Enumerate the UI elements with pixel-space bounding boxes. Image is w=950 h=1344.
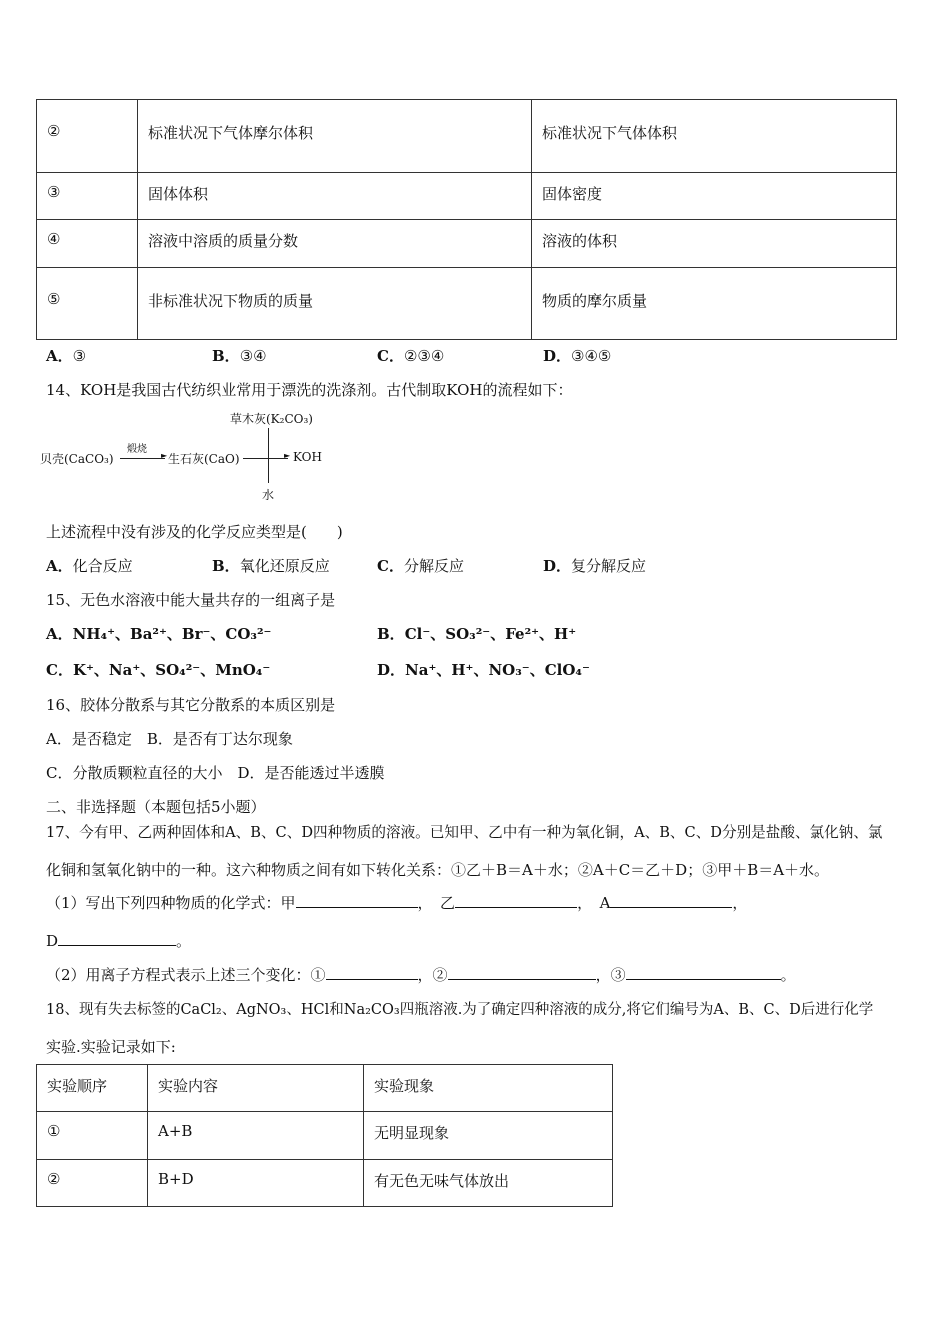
row-number: ② xyxy=(37,100,138,173)
flow-arrow-label: 煅烧 xyxy=(127,444,147,455)
question-16-stem: 16、胶体分散系与其它分散系的本质区别是 xyxy=(46,696,336,714)
arrow-head-icon: ► xyxy=(161,451,168,460)
question-17-line2: 化铜和氢氧化钠中的一种。这六种物质之间有如下转化关系：①乙＋B＝A＋水；②A＋C＝乙＋D；③甲＋B＝A＋水。 xyxy=(46,861,830,879)
flow-bottom-label: 水 xyxy=(262,488,275,502)
part-text: 。 xyxy=(780,966,796,984)
arrow-line xyxy=(243,458,288,459)
option-c[interactable] xyxy=(377,555,464,576)
option-label: A． xyxy=(46,557,73,575)
answer-blank-eq3[interactable] xyxy=(626,965,781,980)
cell: 标准状况下气体体积 xyxy=(532,100,897,173)
flow-middle-label: 生石灰(CaO) xyxy=(168,452,240,466)
answer-blank-d[interactable] xyxy=(58,931,176,946)
part-text: 。 xyxy=(176,932,192,950)
question-16-options-line1[interactable]: A．是否稳定 B．是否有丁达尔现象 xyxy=(46,730,293,748)
part-text: ， 乙 xyxy=(417,894,456,912)
arrow-head-icon: ► xyxy=(284,451,291,460)
question-17-part1-cont xyxy=(46,930,191,951)
arrow-line xyxy=(120,458,165,459)
option-text: ③④ xyxy=(239,347,267,365)
question-18-line2: 实验.实验记录如下: xyxy=(46,1038,176,1056)
cell: ② xyxy=(37,1160,148,1207)
question-17-part1 xyxy=(46,892,747,913)
question-14-stem: 14、KOH是我国古代纺织业常用于漂洗的洗涤剂。古代制取KOH的流程如下： xyxy=(46,381,573,399)
option-label: D． xyxy=(543,347,572,365)
cell: 有无色无味气体放出 xyxy=(364,1160,613,1207)
option-c[interactable] xyxy=(377,345,444,366)
column-header: 实验内容 xyxy=(148,1065,364,1112)
koh-flow-diagram xyxy=(40,410,340,505)
experiment-table xyxy=(36,1064,613,1207)
table-header-row xyxy=(37,1065,613,1112)
question-18-line1: 18、现有失去标签的CaCl₂、AgNO₃、HCl和Na₂CO₃四瓶溶液.为了确定四种溶液的成分,将它们编号为A、B、C、D后进行化学 xyxy=(46,1002,874,1018)
answer-blank-yi[interactable] xyxy=(455,893,577,908)
cell: 非标准状况下物质的质量 xyxy=(138,268,532,340)
cell: 溶液中溶质的质量分数 xyxy=(138,220,532,268)
option-label: B． xyxy=(212,347,240,365)
question-17-part2 xyxy=(46,964,796,985)
option-a[interactable] xyxy=(46,555,133,576)
cell: 固体密度 xyxy=(532,173,897,220)
option-b[interactable] xyxy=(377,623,576,644)
answer-blank-eq1[interactable] xyxy=(326,965,418,980)
option-label: D． xyxy=(377,661,406,679)
question-15-stem: 15、无色水溶液中能大量共存的一组离子是 xyxy=(46,591,336,609)
option-label: D． xyxy=(543,557,572,575)
cell: 溶液的体积 xyxy=(532,220,897,268)
option-b[interactable] xyxy=(212,345,267,366)
option-label: B． xyxy=(212,557,240,575)
table-row xyxy=(37,268,897,340)
cell: 标准状况下气体摩尔体积 xyxy=(138,100,532,173)
option-a[interactable] xyxy=(46,623,271,644)
flow-top-label: 草木灰(K₂CO₃) xyxy=(230,412,313,426)
vertical-line xyxy=(268,428,269,483)
option-label: B． xyxy=(377,625,405,643)
option-text: 复分解反应 xyxy=(571,557,647,575)
option-text: ②③④ xyxy=(403,347,445,365)
part-text: ， A xyxy=(577,894,611,912)
cell: ① xyxy=(37,1112,148,1160)
table-row xyxy=(37,173,897,220)
option-text: 氧化还原反应 xyxy=(239,557,330,575)
option-text: Cl⁻、SO₃²⁻、Fe²⁺、H⁺ xyxy=(404,625,577,643)
flow-end-label: KOH xyxy=(293,450,322,464)
answer-blank-eq2[interactable] xyxy=(448,965,596,980)
option-d[interactable] xyxy=(377,659,590,680)
option-text: ③ xyxy=(72,347,87,365)
question-17-line1: 17、今有甲、乙两种固体和A、B、C、D四种物质的溶液。已知甲、乙中有一种为氧化铜，A、B、C、D分别是盐酸、氯化钠、氯 xyxy=(46,824,883,841)
column-header: 实验顺序 xyxy=(37,1065,148,1112)
option-a[interactable] xyxy=(46,345,86,366)
cell: 物质的摩尔质量 xyxy=(532,268,897,340)
option-text: 分解反应 xyxy=(403,557,464,575)
part-text: （2）用离子方程式表示上述三个变化：① xyxy=(46,966,326,984)
part-text: ，② xyxy=(417,966,448,984)
part-text: D xyxy=(46,932,59,950)
table-row xyxy=(37,1112,613,1160)
question-16-options-line2[interactable]: C．分散质颗粒直径的大小 D．是否能透过半透膜 xyxy=(46,764,385,782)
cell: 无明显现象 xyxy=(364,1112,613,1160)
option-text: Na⁺、H⁺、NO₃⁻、ClO₄⁻ xyxy=(405,661,590,679)
section-heading: 二、非选择题（本题包括5小题） xyxy=(46,798,266,816)
table-row xyxy=(37,220,897,268)
option-text: 化合反应 xyxy=(72,557,133,575)
table-row xyxy=(37,1160,613,1207)
option-c[interactable] xyxy=(46,659,270,680)
part-text: ，③ xyxy=(595,966,626,984)
option-label: C． xyxy=(377,347,404,365)
cell: 固体体积 xyxy=(138,173,532,220)
column-header: 实验现象 xyxy=(364,1065,613,1112)
answer-blank-a[interactable] xyxy=(610,893,732,908)
comparison-table xyxy=(36,99,897,340)
option-d[interactable] xyxy=(543,555,646,576)
cell: A+B xyxy=(148,1112,364,1160)
option-text: NH₄⁺、Ba²⁺、Br⁻、CO₃²⁻ xyxy=(72,625,272,643)
answer-blank-jia[interactable] xyxy=(296,893,418,908)
table-row xyxy=(37,100,897,173)
question-14-prompt: 上述流程中没有涉及的化学反应类型是( ) xyxy=(46,523,343,541)
option-text: ③④⑤ xyxy=(571,347,612,365)
option-b[interactable] xyxy=(212,555,330,576)
option-label: A． xyxy=(46,625,73,643)
flow-start-label: 贝壳(CaCO₃) xyxy=(40,452,114,466)
row-number: ③ xyxy=(37,173,138,220)
row-number: ④ xyxy=(37,220,138,268)
option-label: A． xyxy=(46,347,73,365)
row-number: ⑤ xyxy=(37,268,138,340)
part-text: ， xyxy=(732,894,748,912)
part-text: （1）写出下列四种物质的化学式：甲 xyxy=(46,894,296,912)
option-label: C． xyxy=(46,661,73,679)
cell: B+D xyxy=(148,1160,364,1207)
option-d[interactable] xyxy=(543,345,611,366)
option-label: C． xyxy=(377,557,404,575)
option-text: K⁺、Na⁺、SO₄²⁻、MnO₄⁻ xyxy=(72,661,271,679)
